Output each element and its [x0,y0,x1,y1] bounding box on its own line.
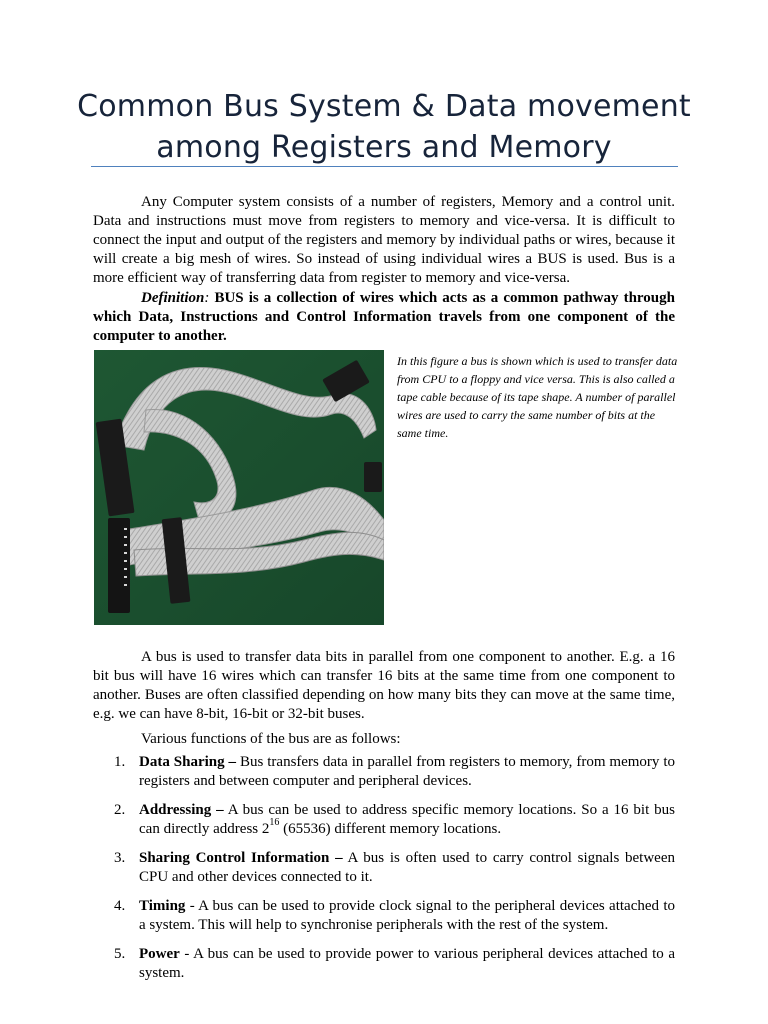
list-text: A bus can be used to address specific memory locations. So a 16 bit bus can directly address 2 [139,802,676,837]
bus-explanation-paragraph: A bus is used to transfer data bits in parallel from one component to another. E.g. a 16 bit bus will have 16 wires which can transfer 16 bits at the same time from one component to another. Buses are often classified depending on how many bits they can move at the same time, e.g. we can have 8-bit, 16-bit or 32-bit buses. [93,649,675,722]
list-term: Addressing – [139,802,224,818]
list-term: Timing [139,898,186,914]
exponent: 16 [269,817,280,828]
list-number: 2. [114,802,126,818]
intro-paragraph: Any Computer system consists of a number of registers, Memory and a control unit. Data and instructions must move from registers to memory and vice-versa. It is difficult to connect the input and output of the registers and memory by individual paths or wires, because it will create a big mesh of wires. So instead of using individual wires a BUS is used. Bus is a more efficient way of transferring data from register to memory and vice-versa. [93,194,675,286]
definition-paragraph [93,289,675,346]
title-line-2: among Registers and Memory [156,130,612,165]
list-item [93,897,675,935]
list-text: (65536) different memory locations. [279,821,502,837]
list-text: A bus is often used to carry control signals between CPU and other devices connected to it. [139,850,675,885]
list-item [93,849,675,887]
definition-text: BUS is a collection of wires which acts as a common pathway through which Data, Instructions and Control Information travels from one component of the computer to another. [93,290,675,344]
list-number: 3. [114,850,126,866]
definition-colon: : [204,290,210,306]
bus-functions-list [93,753,675,993]
list-item [93,801,675,839]
list-item [93,753,675,791]
list-number: 5. [114,946,126,962]
list-term: Data Sharing – [139,754,237,770]
list-text: - A bus can be used to provide power to various peripheral devices attached to a system. [139,946,675,981]
title-line-1: Common Bus System & Data movement [77,89,691,124]
list-text: - A bus can be used to provide clock signal to the peripheral devices attached to a system. This will help to synchronise peripherals with the rest of the system. [139,898,675,933]
figure-caption: In this figure a bus is shown which is used to transfer data from CPU to a floppy and vice versa. This is also called a tape cable because of its tape shape. A number of parallel wires are used to carry the same number of bits at the same time. [397,354,678,440]
list-number: 4. [114,898,126,914]
definition-label: Definition [141,290,205,306]
title-underline [91,166,678,167]
page-title [60,86,708,168]
list-text: Bus transfers data in parallel from registers to memory, from memory to registers and between computer and peripheral devices. [139,754,676,789]
list-item [93,945,675,983]
list-term: Power [139,946,180,962]
ribbon-cable-photo [94,350,384,625]
functions-intro: Various functions of the bus are as follows: [141,731,401,747]
list-number: 1. [114,754,126,770]
list-term: Sharing Control Information – [139,850,343,866]
